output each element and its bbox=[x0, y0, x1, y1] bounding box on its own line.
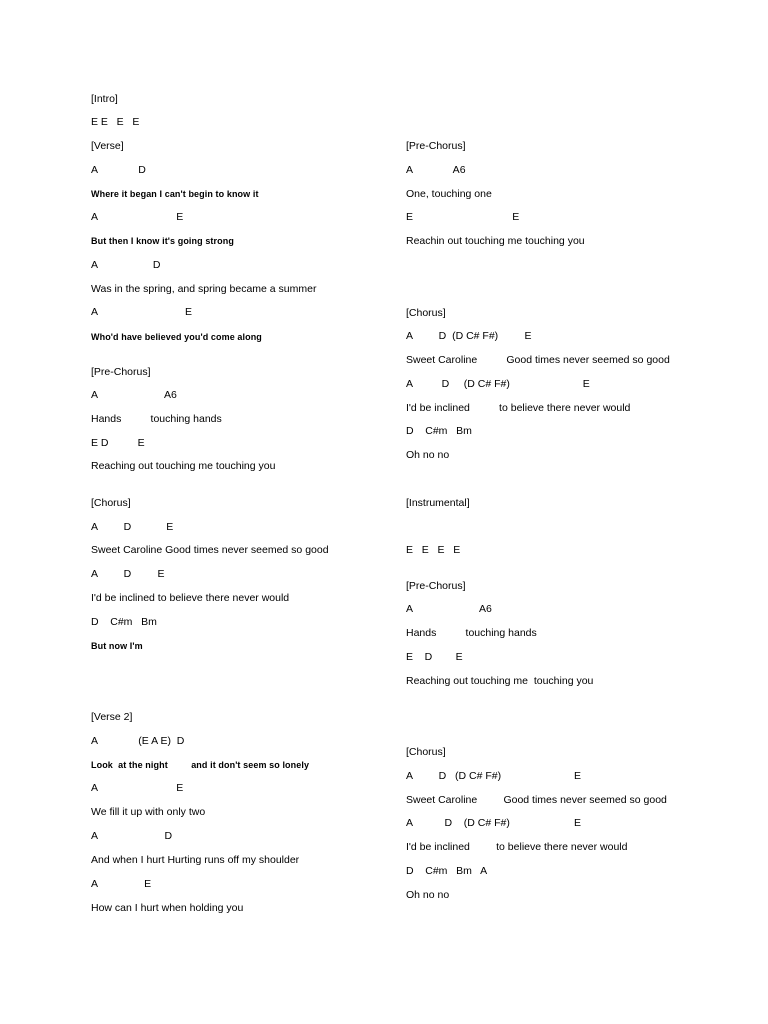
section-header: [Instrumental] bbox=[406, 497, 470, 509]
chord-line: A D (D C# F#) E bbox=[406, 330, 532, 342]
lyric-line: Oh no no bbox=[406, 449, 450, 461]
lyric-line: Was in the spring, and spring became a summer bbox=[91, 283, 317, 295]
section-header: [Pre-Chorus] bbox=[406, 140, 466, 152]
chord-line: E E bbox=[406, 211, 520, 223]
section-header: [Intro] bbox=[91, 93, 118, 105]
lyric-line: Who'd have believed you'd come along bbox=[91, 332, 262, 342]
chord-line: A E bbox=[91, 211, 184, 223]
lyric-line: Hands touching hands bbox=[91, 413, 222, 425]
lyric-line: But now I'm bbox=[91, 641, 143, 651]
lyric-line: We fill it up with only two bbox=[91, 806, 206, 818]
chord-line: E E E E bbox=[406, 544, 461, 556]
lyric-line: Sweet Caroline Good times never seemed so good bbox=[406, 794, 667, 806]
chord-line: D C#m Bm bbox=[91, 616, 157, 628]
section-header: [Chorus] bbox=[91, 497, 131, 509]
section-header: [Chorus] bbox=[406, 307, 446, 319]
chord-line: A D E bbox=[91, 568, 165, 580]
chord-line: A D (D C# F#) E bbox=[406, 770, 582, 782]
chord-line: A E bbox=[91, 306, 192, 318]
lyric-line: Reaching out touching me touching you bbox=[91, 460, 276, 472]
lyric-line: I'd be inclined to believe there never would bbox=[406, 841, 628, 853]
lyric-line: Oh no no bbox=[406, 889, 450, 901]
lyric-line: But then I know it's going strong bbox=[91, 236, 234, 246]
chord-line: D C#m Bm A bbox=[406, 865, 488, 877]
chord-line: A D (D C# F#) E bbox=[406, 378, 590, 390]
chord-line: A E bbox=[91, 782, 184, 794]
chord-line: D C#m Bm bbox=[406, 425, 472, 437]
chord-line: A D E bbox=[91, 521, 174, 533]
chord-line: A D (D C# F#) E bbox=[406, 817, 582, 829]
chord-line: A D bbox=[91, 830, 173, 842]
chord-line: A (E A E) D bbox=[91, 735, 185, 747]
section-header: [Verse] bbox=[91, 140, 124, 152]
chord-line: A D bbox=[91, 164, 146, 176]
lyric-line: Look at the night and it don't seem so lonely bbox=[91, 760, 310, 770]
section-header: [Verse 2] bbox=[91, 711, 133, 723]
section-header: [Pre-Chorus] bbox=[91, 366, 151, 378]
chord-line: A A6 bbox=[91, 389, 177, 401]
lyric-line: Reaching out touching me touching you bbox=[406, 675, 594, 687]
lyric-line: One, touching one bbox=[406, 188, 492, 200]
chord-line: E D E bbox=[406, 651, 463, 663]
section-header: [Chorus] bbox=[406, 746, 446, 758]
lyric-line: Sweet Caroline Good times never seemed so good bbox=[406, 354, 670, 366]
lyric-line: Reachin out touching me touching you bbox=[406, 235, 585, 247]
lyric-line: Where it began I can't begin to know it bbox=[91, 189, 259, 199]
chord-line: A A6 bbox=[406, 164, 466, 176]
lyric-line: I'd be inclined to believe there never would bbox=[91, 592, 290, 604]
lyric-line: And when I hurt Hurting runs off my shoulder bbox=[91, 854, 300, 866]
chord-line: E D E bbox=[91, 437, 145, 449]
lyric-line: Hands touching hands bbox=[406, 627, 537, 639]
chord-line: A A6 bbox=[406, 603, 492, 615]
lyric-line: How can I hurt when holding you bbox=[91, 902, 244, 914]
lyric-line: Sweet Caroline Good times never seemed so good bbox=[91, 544, 329, 556]
section-header: [Pre-Chorus] bbox=[406, 580, 466, 592]
chord-line: A E bbox=[91, 878, 152, 890]
lyric-line: I'd be inclined to believe there never would bbox=[406, 402, 631, 414]
chord-line: A D bbox=[91, 259, 161, 271]
chord-line: E E E E bbox=[91, 116, 140, 128]
